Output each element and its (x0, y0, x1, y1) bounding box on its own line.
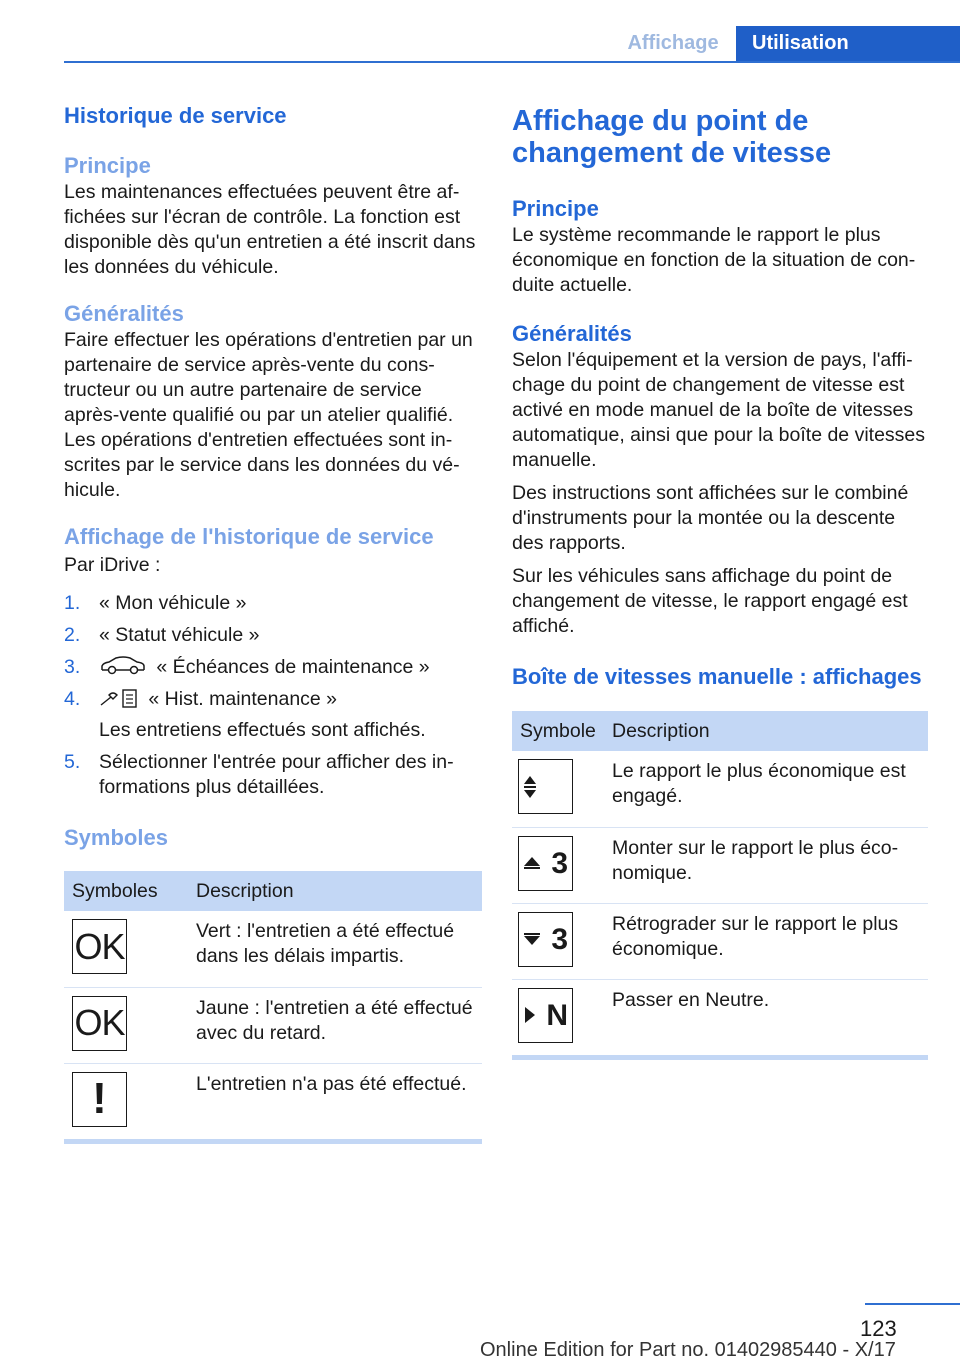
list-item (64, 750, 482, 800)
left-column (64, 100, 482, 1144)
step-number: 5. (64, 751, 81, 773)
table-bottom-rule (512, 1055, 928, 1060)
gear-table (512, 711, 928, 1055)
gear-table-wrap (512, 711, 928, 1060)
table-row (512, 979, 928, 1055)
shift-up-symbol: 3 (518, 836, 573, 891)
arrow-right-icon (523, 1006, 537, 1024)
table-row (64, 987, 482, 1063)
neutral-symbol: N (518, 988, 573, 1043)
symbols-table-wrap (64, 871, 482, 1144)
edition-note: Online Edition for Part no. 01402985440 - X/17 (480, 1339, 896, 1361)
tab-affichage[interactable]: Affichage (627, 32, 719, 54)
principe-text: Le système recommande le rapport le plus économique en fonction de la situation de conduite actuelle. (512, 224, 916, 296)
section-title-historique: Historique de service (64, 103, 287, 128)
steps-list (64, 591, 482, 800)
generalites-text-3: Sur les véhicules sans affichage du point de changement de vitesse, le rapport engagé est affiché. (512, 565, 908, 637)
step-sub-text: Les entretiens effectués sont affichés. (99, 719, 426, 741)
list-item (64, 623, 482, 648)
heading-generalites: Généralités (512, 321, 632, 346)
footer-rule (865, 1303, 960, 1305)
generalites-text: Faire effectuer les opérations d'entretien par un partenaire de service après-vente du constructeur ou un autre partenaire de service après-vente qualifié ou par un atelier qualifié. Les opérations d'entretien effectuées sont inscrites par le service dans les données du véhicule. (64, 329, 473, 501)
step-text: « Statut véhicule » (99, 624, 260, 646)
service-history-icon (99, 687, 139, 709)
row-description: L'entretien n'a pas été effectué. (196, 1072, 467, 1095)
heading-generalites: Généralités (64, 301, 184, 326)
table-row (64, 1063, 482, 1139)
step-number: 2. (64, 624, 81, 646)
step-number: 3. (64, 656, 81, 678)
symbols-table (64, 871, 482, 1139)
col-header-description: Description (604, 711, 928, 751)
list-item (64, 591, 482, 616)
list-item (64, 687, 482, 712)
step-number: 4. (64, 688, 81, 710)
table-row (512, 827, 928, 903)
row-description: Rétrograder sur le rapport le plus économique. (604, 903, 928, 979)
col-header-symboles: Symboles (64, 871, 188, 911)
step-number: 1. (64, 592, 81, 614)
tab-utilisation[interactable]: Utilisation (736, 26, 960, 63)
shift-down-symbol: 3 (518, 912, 573, 967)
heading-affichage-historique: Affichage de l'historique de service (64, 524, 434, 549)
exclamation-symbol: ! (72, 1072, 127, 1127)
row-description: Le rapport le plus économique est engagé. (604, 751, 928, 827)
car-icon (99, 656, 147, 676)
table-header (64, 871, 482, 911)
heading-symboles: Symboles (64, 825, 168, 850)
table-header (512, 711, 928, 751)
row-description: Jaune : l'entretien a été effectué avec du retard. (188, 987, 482, 1063)
row-description: Passer en Neutre. (612, 988, 770, 1011)
par-idrive: Par iDrive : (64, 554, 161, 576)
optimal-gear-symbol (518, 759, 573, 814)
generalites-text-1: Selon l'équipement et la version de pays, l'affichage du point de changement de vitesse est activé en mode manuel de la boîte de vitesses automatique, ainsi que pour la boîte de vitesses manuelle. (512, 349, 926, 471)
list-item (64, 655, 482, 680)
table-row (512, 903, 928, 979)
arrow-down-icon (523, 932, 541, 946)
step-text: « Échéances de maintenance » (156, 656, 430, 678)
right-column (512, 100, 928, 1060)
table-row (512, 751, 928, 827)
ok-yellow-symbol: OK (72, 996, 127, 1051)
up-down-arrow-icon (523, 772, 569, 802)
page-number: 123 (860, 1316, 897, 1341)
ok-green-symbol: OK (72, 919, 127, 974)
heading-principe: Principe (64, 153, 151, 178)
heading-boite-vitesses: Boîte de vitesses manuelle : affichages (512, 664, 922, 689)
col-header-symbole: Symbole (512, 711, 604, 751)
principe-text: Les maintenances effectuées peuvent être affichées sur l'écran de contrôle. La fonction est disponible dès qu'un entretien a été inscrit dans les données du véhicule. (64, 181, 476, 278)
generalites-text-2: Des instructions sont affichées sur le combiné d'instruments pour la montée ou la descente des rapports. (512, 482, 909, 554)
heading-principe: Principe (512, 196, 599, 221)
section-title-changement-vitesse: Affichage du point de changement de vitesse (512, 105, 832, 169)
table-bottom-rule (64, 1139, 482, 1144)
table-row (64, 911, 482, 987)
step-text: « Hist. maintenance » (148, 688, 338, 710)
arrow-up-icon (523, 856, 541, 870)
col-header-description: Description (188, 871, 482, 911)
row-description: Monter sur le rapport le plus économique. (604, 827, 928, 903)
row-description: Vert : l'entretien a été effectué dans les délais impartis. (188, 911, 482, 987)
header-rule (64, 61, 960, 63)
step-text: Sélectionner l'entrée pour afficher des informations plus détaillées. (99, 751, 454, 798)
step-text: « Mon véhicule » (99, 592, 247, 614)
